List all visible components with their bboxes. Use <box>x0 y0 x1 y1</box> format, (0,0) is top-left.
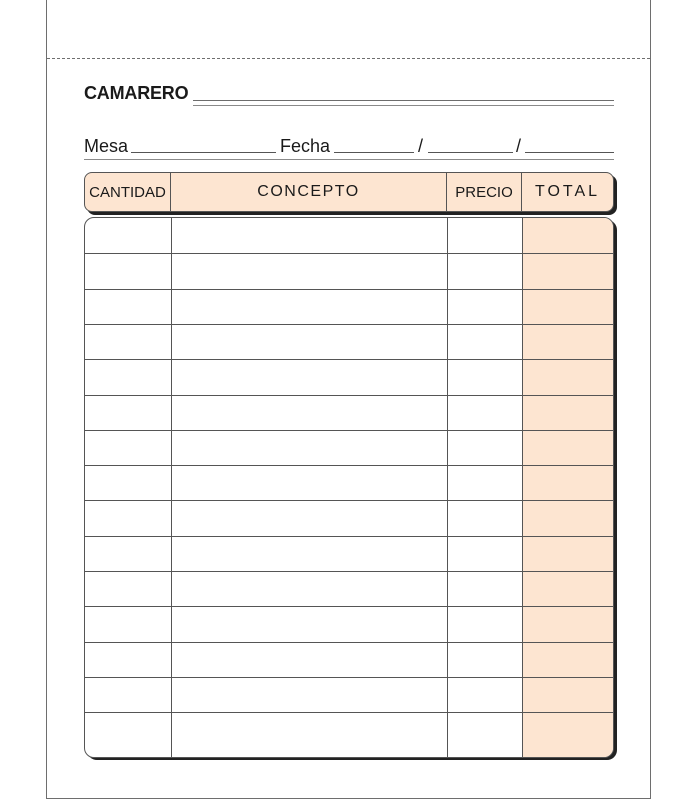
header-cantidad: CANTIDAD <box>85 173 171 211</box>
camarero-label: CAMARERO <box>84 83 189 103</box>
table-body <box>84 217 614 758</box>
fecha-year-field <box>525 152 614 153</box>
table-row-line <box>85 500 613 501</box>
mesa-field <box>131 152 276 153</box>
table-row-line <box>85 606 613 607</box>
camarero-underline <box>193 105 614 106</box>
table-row-line <box>85 324 613 325</box>
date-separator: / <box>516 136 522 156</box>
mesa-label: Mesa <box>84 136 129 156</box>
header-precio: PRECIO <box>447 173 522 211</box>
table-row-line <box>85 536 613 537</box>
table-row-line <box>85 642 613 643</box>
date-separator: / <box>418 136 424 156</box>
header-concepto: CONCEPTO <box>171 173 447 211</box>
table-row-line <box>85 289 613 290</box>
table-row-line <box>85 465 613 466</box>
table-row-line <box>85 430 613 431</box>
fecha-month-field <box>428 152 513 153</box>
header-total: TOTAL <box>534 183 601 200</box>
header-underline <box>84 159 614 160</box>
perforation-line <box>47 58 650 59</box>
table-row-line <box>85 712 613 713</box>
table-row-line <box>85 359 613 360</box>
table-header <box>84 172 614 212</box>
order-ticket-sheet <box>46 0 651 799</box>
table-row-line <box>85 677 613 678</box>
table-row-line <box>85 395 613 396</box>
table-row-line <box>85 253 613 254</box>
fecha-label: Fecha <box>280 136 331 156</box>
table-row-line <box>85 571 613 572</box>
fecha-day-field <box>334 152 414 153</box>
camarero-field <box>193 100 614 101</box>
